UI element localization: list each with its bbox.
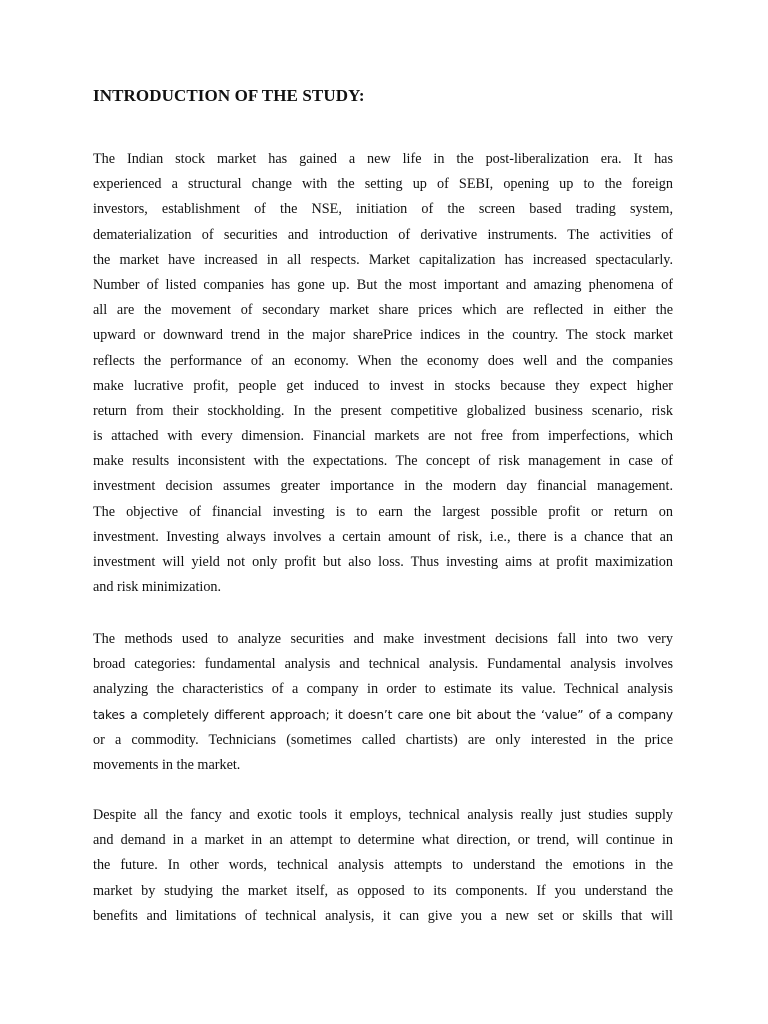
paragraph-2 [93,627,673,778]
paragraph-line: The objective of financial investing is to earn the largest possible profit or return on [93,503,673,520]
paragraph-line: The methods used to analyze securities and make investment decisions fall into two very [93,631,673,647]
paragraph-line: make results inconsistent with the expectations. The concept of risk management in case of [93,453,673,470]
paragraph-line: the future. In other words, technical analysis attempts to understand the emotions in the [93,857,673,874]
paragraph-line: broad categories: fundamental analysis and technical analysis. Fundamental analysis involves [93,656,673,673]
paragraph-line: upward or downward trend in the major sharePrice indices in the country. The stock market [93,327,673,344]
paragraph-line: investment will yield not only profit but also loss. Thus investing aims at profit maximization [93,554,673,570]
paragraph-line: make lucrative profit, people get induced to invest in stocks because they expect higher [93,377,673,394]
paragraph-line: Despite all the fancy and exotic tools it employs, technical analysis really just studies supply [93,807,673,823]
paragraph-line: takes a completely different approach; it doesn’t care one bit about the ‘value” of a company [93,707,673,722]
paragraph-line: and demand in a market in an attempt to determine what direction, or trend, will continue in [93,832,673,849]
paragraph-line: return from their stockholding. In the present competitive globalized business scenario, risk [93,402,673,419]
paragraph-line: investors, establishment of the NSE, initiation of the screen based trading system, [93,201,673,218]
paragraph-line: is attached with every dimension. Financial markets are not free from imperfections, which [93,428,673,445]
paragraph-1 [93,147,673,600]
paragraph-line: and risk minimization. [93,579,222,596]
paragraph-line: all are the movement of secondary market share prices which are reflected in either the [93,302,673,319]
paragraph-3 [93,803,673,929]
paragraph-line: experienced a structural change with the setting up of SEBI, opening up to the foreign [93,176,673,193]
paragraph-line: investment. Investing always involves a certain amount of risk, i.e., there is a chance that an [93,528,673,545]
paragraph-line: The Indian stock market has gained a new life in the post-liberalization era. It has [93,151,673,167]
paragraph-line: reflects the performance of an economy. When the economy does well and the companies [93,352,673,369]
paragraph-line: the market have increased in all respects. Market capitalization has increased spectacularly. [93,251,673,268]
page-title: INTRODUCTION OF THE STUDY: [93,86,365,105]
paragraph-line: or a commodity. Technicians (sometimes called chartists) are only interested in the price [93,731,673,748]
paragraph-line: movements in the market. [93,756,241,773]
paragraph-line: Number of listed companies has gone up. But the most important and amazing phenomena of [93,276,673,293]
paragraph-line: dematerialization of securities and introduction of derivative instruments. The activities of [93,226,673,243]
paragraph-line: market by studying the market itself, as opposed to its components. If you understand the [93,882,673,899]
paragraph-line: benefits and limitations of technical analysis, it can give you a new set or skills that will [93,907,673,924]
paragraph-line: analyzing the characteristics of a company in order to estimate its value. Technical analysis [93,681,673,698]
paragraph-line: investment decision assumes greater importance in the modern day financial management. [93,478,673,495]
